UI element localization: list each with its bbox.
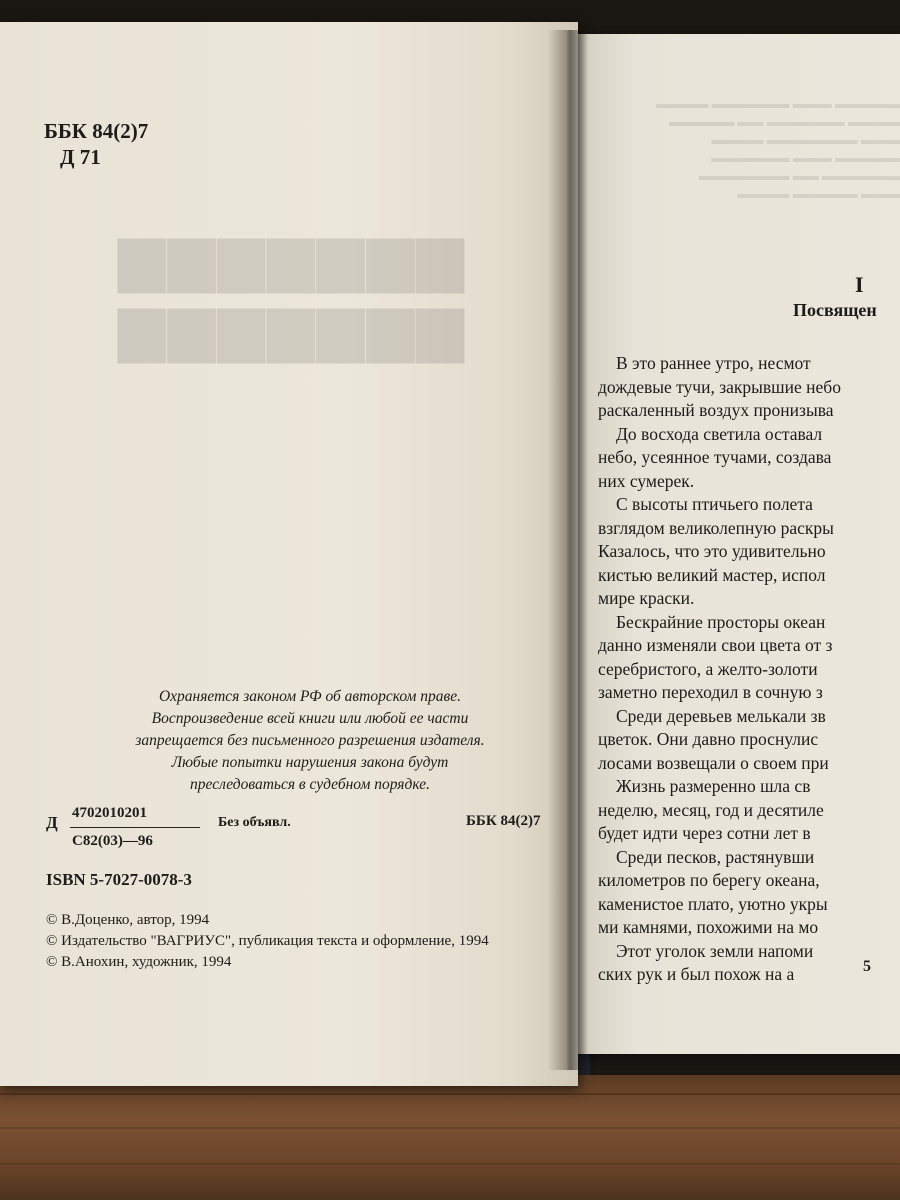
notice-line: Любые попытки нарушения закона будут	[171, 754, 449, 771]
catalog-code	[46, 805, 556, 865]
body-line: лосами возвещали о своем при	[598, 752, 829, 773]
body-line: Этот уголок земли напоми	[616, 940, 814, 961]
body-line: каменистое плато, уютно укры	[598, 893, 828, 914]
body-line: С высоты птичьего полета	[616, 494, 813, 514]
chapter-body-text	[598, 352, 900, 987]
fraction-rule	[70, 827, 200, 828]
catalog-denominator: С82(03)—96	[72, 833, 153, 849]
bbk-classification	[44, 118, 148, 170]
body-line: данно изменяли свои цвета от з	[598, 635, 833, 655]
show-through-text: ▬▬▬▬▬ ▬▬▬ ▬▬▬▬▬▬ ▬▬▬▬ ▬▬▬▬ ▬▬▬▬▬▬ ▬▬ ▬▬▬▬▬ ▬▬▬ ▬▬▬▬▬▬▬ ▬▬▬▬ ▬▬▬▬▬ ▬▬▬ ▬▬▬▬▬▬ ▬▬▬▬▬▬ ▬▬ ▬▬▬▬▬▬▬ ▬▬▬ ▬▬▬▬▬ ▬▬▬▬	[656, 96, 900, 201]
body-line: взглядом великолепную раскры	[598, 517, 834, 538]
wood-grain-line	[0, 1093, 900, 1095]
body-line: неделю, месяц, год и десятиле	[598, 799, 824, 820]
body-line: небо, усеянное тучами, создава	[598, 447, 832, 467]
body-line: километров по берегу океана,	[598, 870, 820, 890]
notice-line: запрещается без письменного разрешения издателя.	[135, 732, 485, 749]
copyright-line: © В.Доценко, автор, 1994	[46, 912, 210, 928]
body-line: будет идти через сотни лет в	[598, 823, 811, 843]
copyright-line: © В.Анохин, художник, 1994	[46, 954, 232, 970]
notice-line: Воспроизведение всей книги или любой ее части	[151, 710, 469, 727]
chapter-title: Посвящен	[793, 300, 877, 320]
body-line: Бескрайние просторы океан	[616, 611, 826, 632]
body-line: дождевые тучи, закрывшие небо	[598, 376, 841, 397]
body-line: мире краски.	[598, 588, 695, 608]
body-line: серебристого, а желто-золоти	[598, 658, 818, 679]
body-line: Казалось, что это удивительно	[598, 541, 826, 561]
body-line: Среди деревьев мелькали зв	[616, 705, 826, 726]
copyright-list	[46, 910, 489, 973]
bbk-code: ББК 84(2)7	[44, 119, 149, 143]
body-line: заметно переходил в сочную з	[598, 682, 823, 702]
book-gutter	[548, 30, 588, 1070]
catalog-bbk: ББК 84(2)7	[466, 813, 541, 829]
wooden-table	[0, 1075, 900, 1200]
wood-grain-line	[0, 1163, 900, 1165]
price-note: Без объявл.	[218, 815, 291, 830]
body-line: них сумерек.	[598, 470, 695, 491]
notice-line: преследоваться в судебном порядке.	[190, 776, 430, 793]
body-line: ми камнями, похожими на мо	[598, 917, 819, 937]
body-line: Жизнь размеренно шла св	[616, 776, 811, 796]
body-line: До восхода светила оставал	[616, 423, 823, 444]
notice-line: Охраняется законом РФ об авторском праве.	[158, 688, 462, 705]
body-line: Среди песков, растянувши	[616, 846, 815, 867]
author-mark: Д 71	[60, 145, 101, 169]
page-number: 5	[863, 958, 871, 975]
copyright-notice	[100, 686, 520, 796]
chapter-number: I	[855, 272, 864, 297]
catalog-numerator: 4702010201	[72, 805, 147, 821]
wood-grain-line	[0, 1127, 900, 1129]
body-line: раскаленный воздух пронизыва	[598, 400, 834, 420]
body-line: цветок. Они давно проснулис	[598, 729, 819, 749]
body-line: ских рук и был похож на а	[598, 964, 795, 984]
catalog-letter: Д	[46, 813, 58, 832]
body-line: В это раннее утро, несмот	[616, 353, 811, 373]
isbn: ISBN 5-7027-0078-3	[46, 870, 192, 889]
copyright-line: © Издательство "ВАГРИУС", публикация текста и оформление, 1994	[46, 933, 489, 949]
body-line: кистью великий мастер, испол	[598, 564, 826, 585]
show-through-title: ▆▆▆▆▆▆▆ ▆▆▆▆▆▆▆	[116, 220, 464, 363]
